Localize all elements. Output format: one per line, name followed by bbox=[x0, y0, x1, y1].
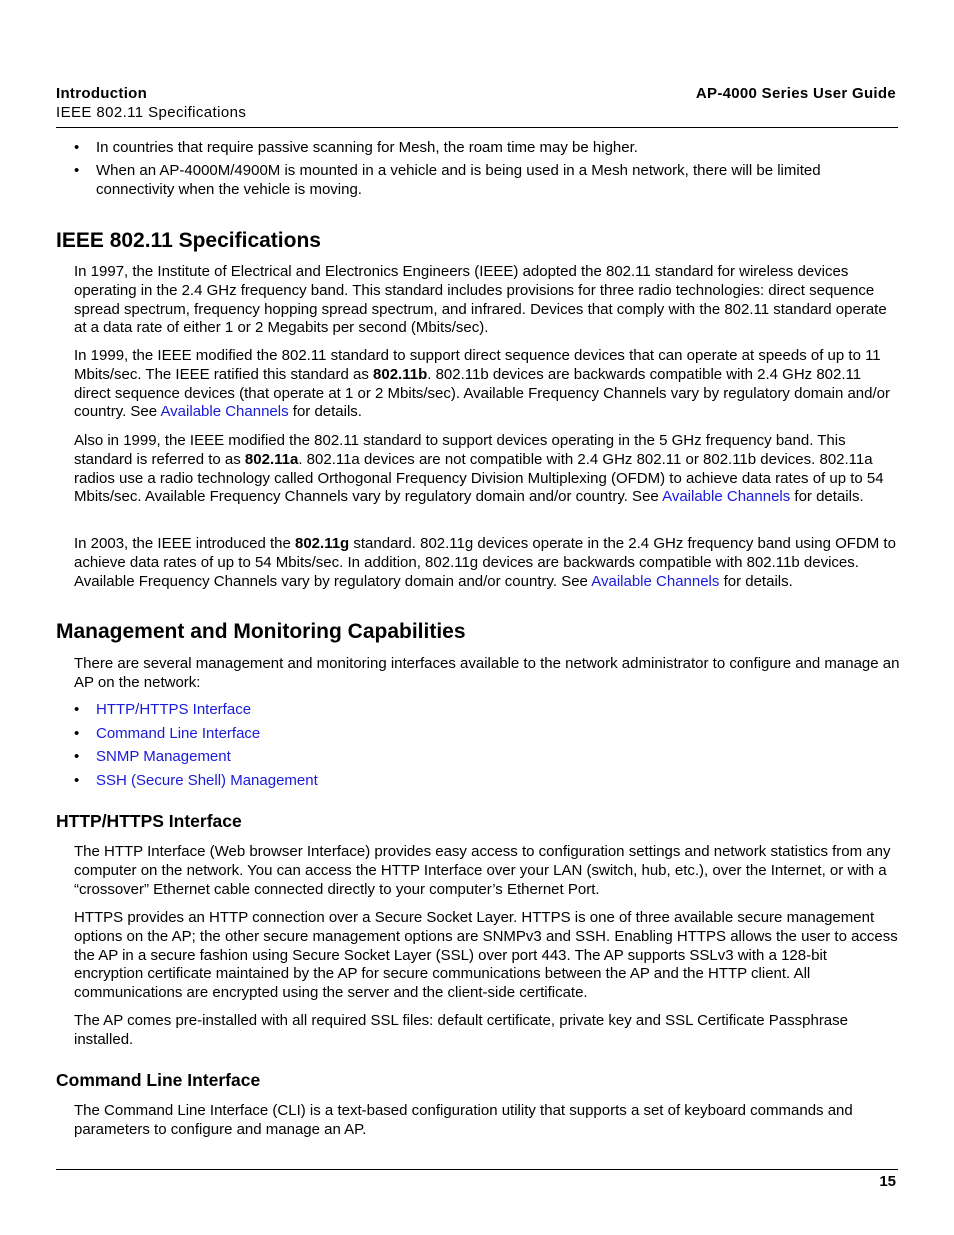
section-title: IEEE 802.11 Specifications bbox=[56, 104, 247, 121]
snmp-link[interactable]: SNMP Management bbox=[96, 748, 231, 765]
bullet-icon: • bbox=[74, 701, 80, 718]
footer-divider bbox=[56, 1169, 898, 1170]
bullet-icon: • bbox=[74, 772, 80, 789]
cli-link[interactable]: Command Line Interface bbox=[96, 725, 261, 742]
cli-heading: Command Line Interface bbox=[56, 1070, 261, 1090]
page-number: 15 bbox=[879, 1173, 896, 1190]
http-paragraph-3: The AP comes pre-installed with all required SSL files: default certificate, private key and SSL Certificate Passphrase installed. bbox=[74, 1012, 848, 1048]
standard-name: 802.11b bbox=[373, 365, 428, 383]
http-paragraph-1: The HTTP Interface (Web browser Interface) provides easy access to configuration settings and network statistics from any computer on the network. You can access the HTTP Interface over your LAN (switch, hub, etc.), over the Internet, or with a “crossover” Ethernet cable connected directly to your computer’s Ethernet Port. bbox=[74, 843, 891, 898]
bullet-icon: • bbox=[74, 748, 80, 765]
ieee-paragraph-3: Also in 1999, the IEEE modified the 802.11 standard to support devices operating in the 5 GHz frequency band. This standard is referred to as 802.11a. 802.11a devices are not compatible with 2.4 GHz 802.11 or 802.11b devices. 802.11a radios use a radio technology called Orthogonal Frequency Division Multiplexing (OFDM) to achieve data rates of up to 54 Mbits/sec. Available Frequency Channels vary by regulatory domain and/or country. See Available Channels for details. bbox=[74, 432, 884, 506]
bullet-text: In countries that require passive scanning for Mesh, the roam time may be higher. bbox=[96, 139, 638, 156]
available-channels-link[interactable]: Available Channels bbox=[591, 572, 720, 590]
bullet-text: When an AP-4000M/4900M is mounted in a vehicle and is being used in a Mesh network, there will be limited connectivity when the vehicle is moving. bbox=[96, 162, 821, 198]
ieee-heading: IEEE 802.11 Specifications bbox=[56, 229, 321, 252]
standard-name: 802.11a bbox=[244, 450, 299, 468]
header-divider bbox=[56, 127, 898, 128]
http-heading: HTTP/HTTPS Interface bbox=[56, 811, 242, 831]
ssh-link[interactable]: SSH (Secure Shell) Management bbox=[96, 772, 318, 789]
mgmt-intro: There are several management and monitoring interfaces available to the network administrator to configure and manage an AP on the network: bbox=[74, 655, 900, 691]
http-paragraph-2: HTTPS provides an HTTP connection over a Secure Socket Layer. HTTPS is one of three available secure management options on the AP; the other secure management options are SNMPv3 and SSH. Enabling HTTPS allows the user to access the AP in a secure fashion using Secure Socket Layer (SSL) over port 443. The AP supports SSLv3 with a 128-bit encryption certificate maintained by the AP for secure communications between the AP and the HTTP client. All communications are encrypted using the server and the client-side certificate. bbox=[74, 909, 898, 1002]
ieee-paragraph-4: In 2003, the IEEE introduced the 802.11g standard. 802.11g devices operate in the 2.4 GHz frequency band using OFDM to achieve data rates of up to 54 Mbits/sec. In addition, 802.11g devices are backwards compatible with 802.11b devices. Available Frequency Channels vary by regulatory domain and/or country. See Available Channels for details. bbox=[74, 535, 896, 590]
bullet-icon: • bbox=[74, 139, 80, 156]
available-channels-link[interactable]: Available Channels bbox=[662, 488, 791, 506]
chapter-title: Introduction bbox=[56, 85, 148, 102]
standard-name: 802.11g bbox=[295, 535, 350, 552]
http-https-link[interactable]: HTTP/HTTPS Interface bbox=[96, 701, 252, 718]
ieee-paragraph-2: In 1999, the IEEE modified the 802.11 standard to support direct sequence devices that can operate at speeds of up to 11 Mbits/sec. The IEEE ratified this standard as 802.11b. 802.11b devices are backwards compatible with 2.4 GHz 802.11 direct sequence devices (that operate at 1 or 2 Mbits/sec). Available Frequency Channels vary by regulatory domain and/or country. See Available Channels for details. bbox=[74, 347, 890, 421]
bullet-icon: • bbox=[74, 725, 80, 742]
guide-title: AP-4000 Series User Guide bbox=[695, 85, 896, 102]
cli-paragraph-1: The Command Line Interface (CLI) is a text-based configuration utility that supports a set of keyboard commands and parameters to configure and manage an AP. bbox=[74, 1102, 853, 1138]
mgmt-heading: Management and Monitoring Capabilities bbox=[56, 620, 466, 643]
ieee-paragraph-1: In 1997, the Institute of Electrical and Electronics Engineers (IEEE) adopted the 802.11 standard for wireless devices operating in the 2.4 GHz frequency band. This standard includes provisions for three radio technologies: direct sequence spread spectrum, frequency hopping spread spectrum, and infrared. Devices that comply with the 802.11 standard operate at a data rate of either 1 or 2 Megabits per second (Mbits/sec). bbox=[74, 263, 887, 337]
bullet-icon: • bbox=[74, 162, 80, 179]
available-channels-link[interactable]: Available Channels bbox=[160, 403, 289, 421]
